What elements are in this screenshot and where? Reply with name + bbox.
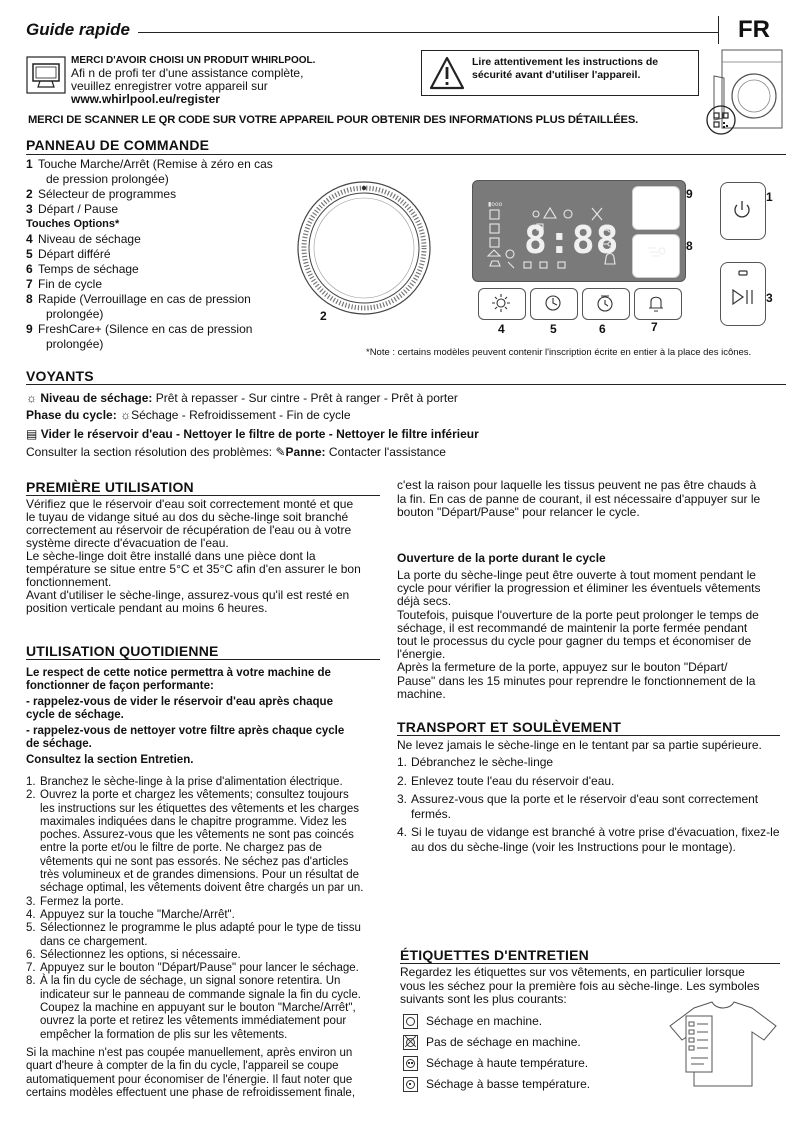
care-item: Séchage en machine.: [403, 1014, 542, 1029]
callout-7: 7: [651, 320, 658, 334]
step-number: 2.: [397, 773, 408, 788]
callout-3: 3: [766, 291, 773, 305]
step-text: Assurez-vous que la porte et le réservoir d'eau sont correctement: [411, 792, 759, 806]
step-number: 1.: [26, 776, 36, 788]
paragraph-line: tout le processus du cycle pour gagner du temps et économiser de: [397, 634, 752, 649]
step-text: Coupez la machine en appuyant sur le bouton "Marche/Arrêt",: [40, 1002, 356, 1015]
door-subtitle: Ouverture de la porte durant le cycle: [397, 551, 606, 565]
paragraph-line: machine.: [397, 686, 446, 701]
paragraph-line: certains modèles effectuent une phase de refroidissement finale,: [26, 1086, 356, 1099]
step-number: 4.: [397, 825, 408, 839]
step-line: [26, 922, 386, 935]
step-text: Sélectionnez les options, si nécessaire.: [40, 948, 241, 961]
step-text: poches. Assurez-vous que les vêtements ne sont pas coincés: [40, 829, 354, 842]
paragraph-line: La porte du sèche-linge peut être ouverte à tout moment pendant le: [397, 568, 756, 582]
step-text: les instructions sur les étiquettes des vêtements et les charges: [40, 802, 359, 815]
low-temp-dry-icon: [403, 1077, 418, 1092]
step-line: [397, 755, 782, 770]
step-line: [26, 1029, 386, 1042]
paragraph-line: la fin. En cas de panne de courant, il est nécessaire d'appuyer sur le: [397, 491, 761, 506]
step-text: très volumineux et de grandes dimensions. Pour un résultat de: [40, 869, 359, 882]
paragraph-line: fonctionnement.: [26, 575, 112, 589]
warning-icon: [428, 55, 466, 91]
panel-rule: [26, 154, 786, 155]
step-text: séchage optimal, les vêtements doivent être chargés un par un.: [40, 882, 364, 895]
language-code: FR: [738, 16, 770, 43]
wrench-icon: ✎: [275, 445, 286, 459]
paragraph-line: quart d'heure à compter de la fin du cycle, l'appareil se coupe: [26, 1060, 339, 1073]
care-item: Séchage à basse température.: [403, 1077, 590, 1092]
care-item: Pas de séchage en machine.: [403, 1035, 581, 1050]
step-number: [26, 803, 40, 816]
step-number: 6.: [26, 948, 36, 961]
register-block: [71, 55, 315, 106]
callout-9: 9: [686, 187, 693, 201]
safety-line-2: sécurité avant d'utiliser l'appareil.: [472, 69, 641, 81]
step-line: [26, 829, 386, 842]
step-number: [397, 840, 411, 855]
step-text: empêcher la formation de plis sur les vêtements.: [40, 1028, 288, 1041]
legend-item-cont: de pression prolongée): [46, 172, 169, 186]
step-number: 7.: [26, 962, 36, 975]
voyants-section-title: VOYANTS: [26, 368, 94, 384]
care-rule: [400, 963, 780, 964]
step-number: 3.: [397, 792, 408, 806]
step-number: 5.: [26, 922, 36, 935]
legend-item: 8 Rapide (Verrouillage en cas de pression: [26, 292, 251, 306]
step-text: Fermez la porte.: [40, 895, 124, 908]
step-text: Appuyez sur le bouton "Départ/Pause" pour lancer le séchage.: [40, 962, 359, 975]
step-number: [26, 869, 40, 882]
step-number: 8.: [26, 975, 36, 988]
legend-item: 7 Fin de cycle: [26, 277, 103, 291]
voyants-line-3: ▤ Vider le réservoir d'eau - Nettoyer le filtre de porte - Nettoyer le filtre inférieur: [26, 427, 479, 441]
step-text: maximales indiquées dans le chapitre programme. Videz les: [40, 815, 347, 828]
step-text: indicateur sur le panneau de commande signale la fin du cycle.: [40, 988, 361, 1001]
step-line: [26, 776, 386, 789]
step-number: [26, 829, 40, 842]
sun-icon: ☼: [26, 391, 37, 405]
paragraph-line: Si la machine n'est pas coupée manuellement, après environ un: [26, 1047, 353, 1059]
paragraph-line: déjà secs.: [397, 594, 452, 609]
display-digits: 8:88: [524, 218, 620, 262]
register-url[interactable]: www.whirlpool.eu/register: [71, 92, 220, 106]
paragraph-line: bouton "Départ/Pause" pour relancer le cycle.: [397, 505, 640, 519]
program-selector-dial[interactable]: [296, 180, 432, 316]
step-line: [26, 1015, 386, 1028]
transport-section-title: TRANSPORT ET SOULÈVEMENT: [397, 719, 622, 735]
legend-item: 9 FreshCare+ (Silence en cas de pression: [26, 322, 253, 336]
step-text: Appuyez sur la touche "Marche/Arrêt".: [40, 908, 235, 921]
paragraph-line: séchage, il est recommandé de maintenir la porte fermée pendant: [397, 620, 748, 635]
paragraph-line: automatiquement pour économiser de l'énergie. Il faut noter que: [26, 1073, 353, 1086]
legend-item-cont: prolongée): [46, 307, 104, 321]
quotidienne-intro: Le respect de cette notice permettra à votre machine de fonctionner de façon performante: - rappelez-vous de vider le réservoir d'eau après chaque cycle de séchage. - rappelez-vous de nettoyer votre filtre après chaque cycle de séchage. Consultez la section Entretien.: [26, 667, 345, 766]
step-text: Branchez le sèche-linge à la prise d'alimentation électrique.: [40, 776, 343, 788]
step-number: 3.: [26, 895, 36, 908]
step-line: [26, 909, 386, 922]
step-number: 1.: [397, 755, 408, 769]
step-text: Sélectionnez le programme le plus adapté pour le type de tissu: [40, 922, 361, 935]
step-number: [397, 807, 411, 822]
safety-line-1: Lire attentivement les instructions de: [472, 56, 659, 68]
no-tumble-dry-icon: [403, 1035, 418, 1050]
power-icon: [730, 198, 754, 222]
paragraph-line: cycle pour vérifier la progression et éliminer les éventuels vêtements: [397, 581, 761, 596]
step-number: [26, 816, 40, 829]
qr-instruction: MERCI DE SCANNER LE QR CODE SUR VOTRE APPAREIL POUR OBTENIR DES INFORMATIONS PLUS DÉTAILLÉES.: [28, 114, 639, 126]
step-line: [26, 816, 386, 829]
callout-5: 5: [550, 322, 557, 336]
thanks-line: MERCI D'AVOIR CHOISI UN PRODUIT WHIRLPOOL.: [71, 55, 316, 66]
paragraph-line: correctement au réservoir de récupération de l'eau ou à votre: [26, 523, 352, 537]
care-section-title: ÉTIQUETTES D'ENTRETIEN: [400, 947, 589, 963]
step-number: [26, 882, 40, 895]
paragraph-line: Vérifiez que le réservoir d'eau soit correctement monté et que: [26, 497, 354, 511]
step-line: [397, 840, 782, 855]
quotidienne-section-title: UTILISATION QUOTIDIENNE: [26, 643, 219, 659]
paragraph-line: Le sèche-linge doit être installé dans une pièce dont la: [26, 549, 316, 563]
paragraph-line: système directe d'évacuation de l'eau.: [26, 536, 229, 550]
paragraph-line: Regardez les étiquettes sur vos vêtements, en particulier lorsque: [400, 965, 745, 979]
step-text: Ouvrez la porte et chargez les vêtements; consultez toujours: [40, 789, 349, 802]
qr-code-icon: [706, 105, 736, 135]
step-number: 4.: [26, 908, 36, 921]
step-line: [26, 803, 386, 816]
panel-section-title: PANNEAU DE COMMANDE: [26, 137, 210, 153]
step-line: [26, 962, 386, 975]
tshirt-care-label-illustration: [664, 1000, 782, 1090]
step-line: [26, 989, 386, 1002]
safety-box: [421, 50, 699, 96]
premiere-body: [26, 498, 382, 615]
svg-text:▮ooo: ▮ooo: [488, 201, 503, 208]
callout-4: 4: [498, 322, 505, 336]
rapid-icon: [644, 242, 668, 266]
transport-rule: [397, 735, 780, 736]
paragraph-line: vous les séchez pour la première fois au sèche-linge. Les symboles: [400, 978, 760, 993]
legend-item: 6 Temps de séchage: [26, 262, 139, 276]
step-number: [26, 1002, 40, 1015]
callout-6: 6: [599, 322, 606, 336]
step-number: [26, 989, 40, 1002]
step-line: [26, 842, 386, 855]
panel-legend: [26, 157, 306, 352]
voyants-line-4: Consulter la section résolution des problèmes: ✎Panne: Contacter l'assistance: [26, 445, 446, 459]
step-number: [26, 936, 40, 949]
step-text: Débranchez le sèche-linge: [411, 755, 554, 769]
right-continuation: [397, 479, 782, 520]
option-icons: [478, 288, 682, 318]
step-line: [26, 975, 386, 988]
quotidienne-steps: [26, 776, 386, 1042]
step-text: Si le tuyau de vidange est branché à votre prise d'évacuation, fixez-le: [411, 825, 780, 839]
step-line: [397, 792, 782, 807]
title-rule-end: [718, 16, 719, 44]
legend-item-cont: prolongée): [46, 337, 104, 351]
paragraph-line: Avant d'utiliser le sèche-linge, assurez-vous qu'il est resté en: [26, 588, 350, 602]
freshcare-button[interactable]: [632, 186, 680, 230]
paragraph-line: l'énergie.: [397, 647, 446, 662]
step-text: au dos du sèche-linge (voir les Instructions pour le montage).: [411, 839, 736, 854]
step-line: [26, 949, 386, 962]
paragraph-line: position verticale pendant au moins 6 heures.: [26, 601, 268, 615]
assist-line-2: veuillez enregistrer votre appareil sur: [71, 79, 268, 93]
callout-1: 1: [766, 190, 773, 204]
high-temp-dry-icon: [403, 1056, 418, 1071]
legend-item: 1 Touche Marche/Arrêt (Remise à zéro en cas: [26, 157, 273, 171]
assist-line-1: Afi n de profi ter d'une assistance complète,: [71, 66, 304, 80]
paragraph-line: température se situe entre 5°C et 35°C afin d'en assurer le bon: [26, 562, 361, 576]
step-number: [26, 856, 40, 869]
paragraph-line: Toutefois, puisque l'ouverture de la porte peut prolonger le temps de: [397, 607, 759, 622]
water-tank-icon: ▤: [26, 427, 38, 441]
step-number: 2.: [26, 789, 36, 802]
paragraph-line: Pause" dans les 15 minutes pour reprendre le fonctionnement de la: [397, 673, 756, 688]
quotidienne-tail: [26, 1047, 386, 1100]
paragraph-line: le tuyau de vidange situé au dos du sèche-linge soit branché: [26, 510, 349, 524]
step-line: [26, 856, 386, 869]
step-line: [26, 882, 386, 895]
voyants-rule: [26, 384, 786, 385]
step-text: À la fin du cycle de séchage, un signal sonore retentira. Un: [40, 975, 341, 988]
step-text: dans ce chargement.: [40, 935, 148, 948]
step-line: [26, 896, 386, 909]
register-monitor-icon: [26, 56, 66, 94]
paragraph-line: Après la fermeture de la porte, appuyez sur le bouton "Départ/: [397, 660, 728, 675]
voyants-line-1: ☼ Niveau de séchage: Prêt à repasser - Sur cintre - Prêt à ranger - Prêt à porter: [26, 391, 458, 405]
premiere-rule: [26, 495, 380, 496]
title-rule: [138, 32, 718, 33]
legend-item: 4 Niveau de séchage: [26, 232, 141, 246]
step-line: [397, 807, 782, 822]
voyants-line-2: Phase du cycle: ☼Séchage - Refroidissement - Fin de cycle: [26, 408, 351, 422]
step-line: [397, 774, 782, 789]
callout-2: 2: [320, 309, 327, 323]
paragraph-line: suivants sont les plus courants:: [400, 992, 567, 1006]
legend-item: 2 Sélecteur de programmes: [26, 187, 177, 201]
step-text: ouvrez la porte et retirez les vêtements immédiatement pour: [40, 1015, 347, 1028]
tumble-dry-icon: [403, 1014, 418, 1029]
step-number: [26, 1015, 40, 1028]
legend-item: 3 Départ / Pause: [26, 202, 119, 216]
step-text: vêtements qui ne sont pas essorés. Ne séchez pas d'articles: [40, 855, 349, 868]
step-line: [26, 936, 386, 949]
step-line: [26, 789, 386, 802]
step-text: entre la porte et/ou le filtre de porte. Ne chargez pas de: [40, 842, 322, 855]
step-number: [26, 1029, 40, 1042]
legend-item: 5 Départ différé: [26, 247, 111, 261]
step-line: [26, 869, 386, 882]
play-pause-icon: [726, 266, 760, 318]
transport-steps: [397, 755, 782, 854]
panel-note: *Note : certains modèles peuvent contenir l'inscription écrite en entier à la place des icônes.: [366, 347, 752, 358]
door-body: [397, 569, 782, 701]
step-line: [397, 825, 782, 840]
drying-icon: ☼: [120, 408, 132, 422]
legend-options-heading: Touches Options*: [26, 218, 120, 230]
callout-8: 8: [686, 239, 693, 253]
transport-intro: Ne levez jamais le sèche-linge en le tentant par sa partie supérieure.: [397, 738, 762, 752]
paragraph-line: c'est la raison pour laquelle les tissus peuvent ne pas être chauds à: [397, 478, 757, 492]
step-line: [26, 1002, 386, 1015]
quotidienne-rule: [26, 659, 380, 660]
step-number: [26, 842, 40, 855]
page-title: Guide rapide: [26, 20, 130, 39]
care-item: Séchage à haute température.: [403, 1056, 588, 1071]
premiere-section-title: PREMIÈRE UTILISATION: [26, 479, 194, 495]
step-text: fermés.: [411, 806, 452, 821]
step-text: Enlevez toute l'eau du réservoir d'eau.: [411, 773, 615, 788]
